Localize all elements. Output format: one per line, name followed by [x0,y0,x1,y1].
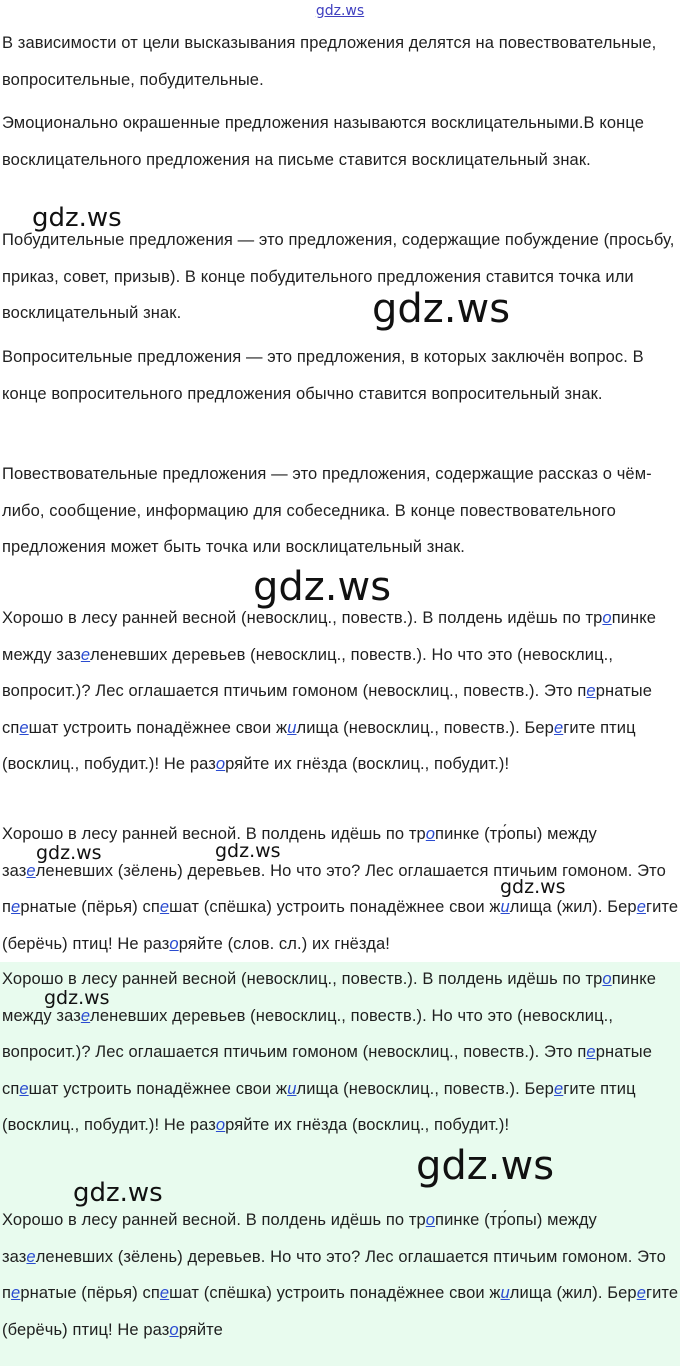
highlighted-vowel: е [80,645,91,664]
highlighted-vowel: е [553,718,564,737]
paragraph-purpose-types: В зависимости от цели высказывания предложения делятся на повествовательные, вопросительные, побудительные. [2,34,657,89]
highlighted-vowel: е [159,1284,170,1302]
highlighted-vowel: о [215,1116,226,1134]
highlighted-vowel: и [287,1079,297,1098]
paragraph-imperative: Побудительные предложения — это предложения, содержащие побуждение (просьбу, приказ, совет, призыв). В конце побудительного предложения ставится точка или восклицательный знак. [2,231,675,322]
highlighted-vowel: е [19,718,29,737]
exercise-analysis: Хорошо в лесу ранней весной (невосклиц., повеств.). В полдень идёшь по тропинке между зазеленевших деревьев (невосклиц., повеств.). Но что это (невосклиц., вопросит.)? Лес оглашается птичьим гомоном (невосклиц., повеств.). Это пернатые спешат устроить понадёжнее свои жилища (невосклиц., повеств.). Берегите птиц (восклиц., побудит.)! Не разоряйте их гнёзда (восклиц., побудит.)! [2,609,657,773]
highlighted-vowel: о [425,825,436,843]
highlighted-vowel: о [215,755,226,773]
highlighted-vowel: е [636,898,646,916]
highlighted-vowel: е [586,1043,596,1061]
highlighted-vowel: о [602,970,612,988]
watermark-2: gdz.ws [372,286,511,332]
watermark-1: gdz.ws [32,203,122,233]
paragraph-exclamatory: Эмоционально окрашенные предложения называются восклицательными.В конце восклицательного предложения на письме ставится восклицательный знак. [2,114,644,169]
highlighted-vowel: е [19,1079,29,1098]
watermark-9: gdz.ws [73,1178,163,1208]
highlighted-vowel: е [553,1079,564,1098]
highlighted-vowel: е [26,1247,36,1266]
highlighted-vowel: и [500,898,510,916]
highlighted-vowel: о [169,1320,179,1339]
highlighted-vowel: е [159,898,170,916]
paragraph-declarative: Повествовательные предложения — это предложения, содержащие рассказ о чём-либо, сообщение, информацию для собеседника. В конце повествовательного предложения может быть точка или восклицательный знак. [2,465,652,556]
watermark-6: gdz.ws [500,876,566,898]
highlighted-vowel: о [425,1211,436,1229]
exercise-derivation: Хорошо в лесу ранней весной. В полдень идёшь по тропинке (тр́опы) между зазеленевших (зёлень) деревьев. Но что это? Лес оглашается птичьим гомоном. Это пернатые (пёрья) спешат (спёшка) устроить понадёжнее свои жилища (жил). Берегите (берёчь) птиц! Не разоряйте (слов. сл.) их гнёзда! [2,825,679,953]
highlighted-vowel: е [80,1006,91,1025]
highlighted-vowel: е [11,1284,21,1302]
highlighted-vowel: о [602,609,612,627]
highlighted-vowel: е [636,1284,646,1302]
paragraph-interrogative: Вопросительные предложения — это предложения, в которых заключён вопрос. В конце вопросительного предложения обычно ставится вопросительный знак. [2,348,644,403]
highlighted-vowel: е [586,682,596,700]
highlighted-vowel: о [169,934,179,953]
highlighted-vowel: е [11,898,21,916]
watermark-3: gdz.ws [253,564,392,610]
exercise-analysis-highlighted: Хорошо в лесу ранней весной (невосклиц., повеств.). В полдень идёшь по тропинке между зазеленевших деревьев (невосклиц., повеств.). Но что это (невосклиц., вопросит.)? Лес оглашается птичьим гомоном (невосклиц., повеств.). Это пернатые спешат устроить понадёжнее свои жилища (невосклиц., повеств.). Берегите птиц (восклиц., побудит.)! Не разоряйте их гнёзда (восклиц., побудит.)! [2,970,657,1134]
site-watermark-link[interactable]: gdz.ws [315,3,365,19]
watermark-5: gdz.ws [215,840,281,862]
highlighted-vowel: и [500,1284,510,1302]
watermark-7: gdz.ws [44,987,110,1009]
highlighted-vowel: и [287,718,297,737]
highlighted-vowel: е [26,861,36,880]
exercise-derivation-highlighted: Хорошо в лесу ранней весной. В полдень идёшь по тропинке (тр́опы) между зазеленевших (зёлень) деревьев. Но что это? Лес оглашается птичьим гомоном. Это пернатые (пёрья) спешат (спёшка) устроить понадёжнее свои жилища (жил). Берегите (берёчь) птиц! Не разоряйте [2,1211,679,1339]
watermark-4: gdz.ws [36,842,102,864]
watermark-8: gdz.ws [416,1143,555,1189]
